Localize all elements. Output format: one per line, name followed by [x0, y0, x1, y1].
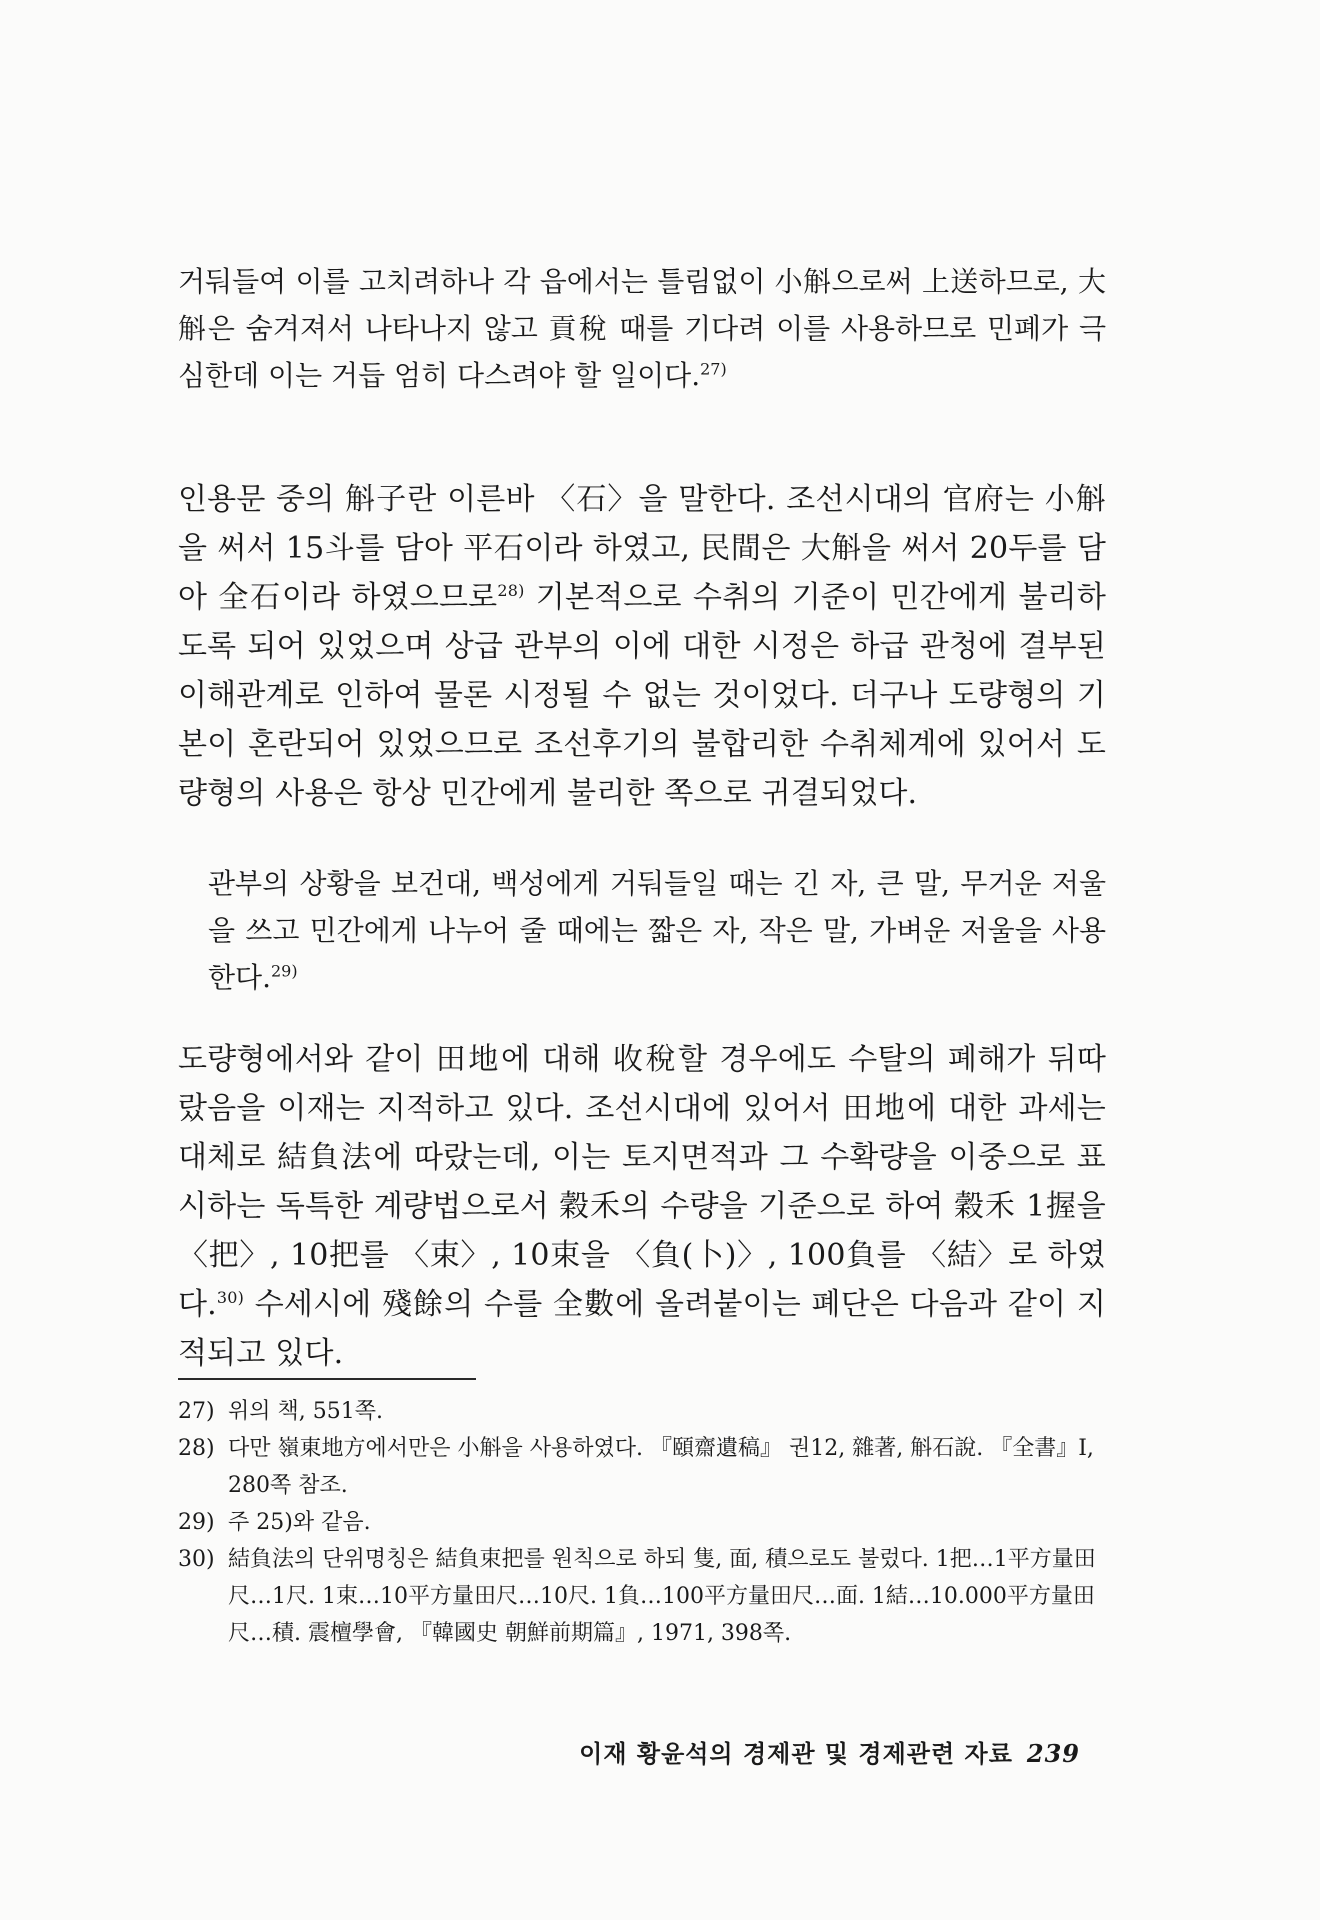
- footnote-item: [178, 1541, 1108, 1652]
- footnote-ref-30[interactable]: 30): [216, 1288, 245, 1307]
- block-quote-2: [178, 860, 1106, 1001]
- footnote-number: 29): [178, 1510, 215, 1535]
- footnotes: [178, 1393, 1108, 1652]
- footnote-item: [178, 1430, 1108, 1504]
- footnote-divider: [178, 1378, 476, 1380]
- paragraph-text: 인용문 중의 斛子란 이른바 〈石〉을 말한다. 조선시대의 官府는 小斛을 써서 15斗를 담아 平石이라 하였고, 民間은 大斛을 써서 20두를 담아 全石이라 하였으므로: [178, 482, 1106, 615]
- footnote-item: [178, 1393, 1108, 1430]
- quote-paragraph: [178, 258, 1106, 399]
- footnote-ref-29[interactable]: 29): [271, 961, 298, 981]
- quote-paragraph: [208, 860, 1106, 1001]
- block-quote-1: [178, 258, 1106, 399]
- footnote-text: 結負法의 단위명칭은 結負束把를 원칙으로 하되 隻, 面, 積으로도 불렀다. 1把…1平方量田尺…1尺. 1束…10平方量田尺…10尺. 1負…100平方量田尺…面. 1結…10.000平方量田尺…積. 震檀學會, 『韓國史 朝鮮前期篇』, 1971, 398쪽.: [228, 1547, 1096, 1646]
- footnote-number: 28): [178, 1436, 215, 1461]
- paragraph-text-cont: 기본적으로 수취의 기준이 민간에게 불리하도록 되어 있었으며 상급 관부의 이에 대한 시정은 하급 관청에 결부된 이해관계로 인하여 물론 시정될 수 없는 것이었다. 더구나 도량형의 기본이 혼란되어 있었으므로 조선후기의 불합리한 수취체계에 있어서 도량형의 사용은 항상 민간에게 불리한 쪽으로 귀결되었다.: [178, 580, 1107, 811]
- running-footer: [579, 1734, 1080, 1769]
- quote-text: 거둬들여 이를 고치려하나 각 읍에서는 틀림없이 小斛으로써 上送하므로, 大斛은 숨겨져서 나타나지 않고 貢稅 때를 기다려 이를 사용하므로 민폐가 극심한데 이는 거듭 엄히 다스려야 할 일이다.: [178, 265, 1106, 392]
- running-title: 이재 황윤석의 경제관 및 경제관련 자료: [579, 1739, 1013, 1768]
- paragraph-text-cont: 수세시에 殘餘의 수를 全數에 올려붙이는 폐단은 다음과 같이 지적되고 있다.: [178, 1287, 1106, 1371]
- paragraph: [178, 475, 1106, 818]
- footnote-item: [178, 1504, 1108, 1541]
- body-paragraph-2: [178, 1035, 1106, 1378]
- footnote-ref-28[interactable]: 28): [497, 581, 525, 600]
- quote-text: 관부의 상황을 보건대, 백성에게 거둬들일 때는 긴 자, 큰 말, 무거운 저울을 쓰고 민간에게 나누어 줄 때에는 짧은 자, 작은 말, 가벼운 저울을 사용한다.: [208, 867, 1106, 994]
- body-paragraph-1: [178, 475, 1106, 818]
- paragraph: [178, 1035, 1106, 1378]
- footnote-ref-27[interactable]: 27): [700, 359, 727, 379]
- footnote-text: 위의 책, 551쪽.: [228, 1399, 383, 1424]
- footnote-text: 다만 嶺東地方에서만은 小斛을 사용하였다. 『頤齋遺稿』 권12, 雜著, 斛石說. 『全書』Ⅰ, 280쪽 참조.: [228, 1436, 1094, 1498]
- page-number: 239: [1026, 1739, 1080, 1768]
- footnote-number: 30): [178, 1547, 215, 1572]
- paragraph-text: 도량형에서와 같이 田地에 대해 收稅할 경우에도 수탈의 폐해가 뒤따랐음을 이재는 지적하고 있다. 조선시대에 있어서 田地에 대한 과세는 대체로 結負法에 따랐는데, 이는 토지면적과 그 수확량을 이중으로 표시하는 독특한 계량법으로서 穀禾의 수량을 기준으로 하여 穀禾 1握을 〈把〉, 10把를 〈束〉, 10束을 〈負(卜)〉, 100負를 〈結〉로 하였다.: [178, 1042, 1106, 1322]
- footnote-number: 27): [178, 1399, 215, 1424]
- footnote-text: 주 25)와 같음.: [228, 1510, 371, 1535]
